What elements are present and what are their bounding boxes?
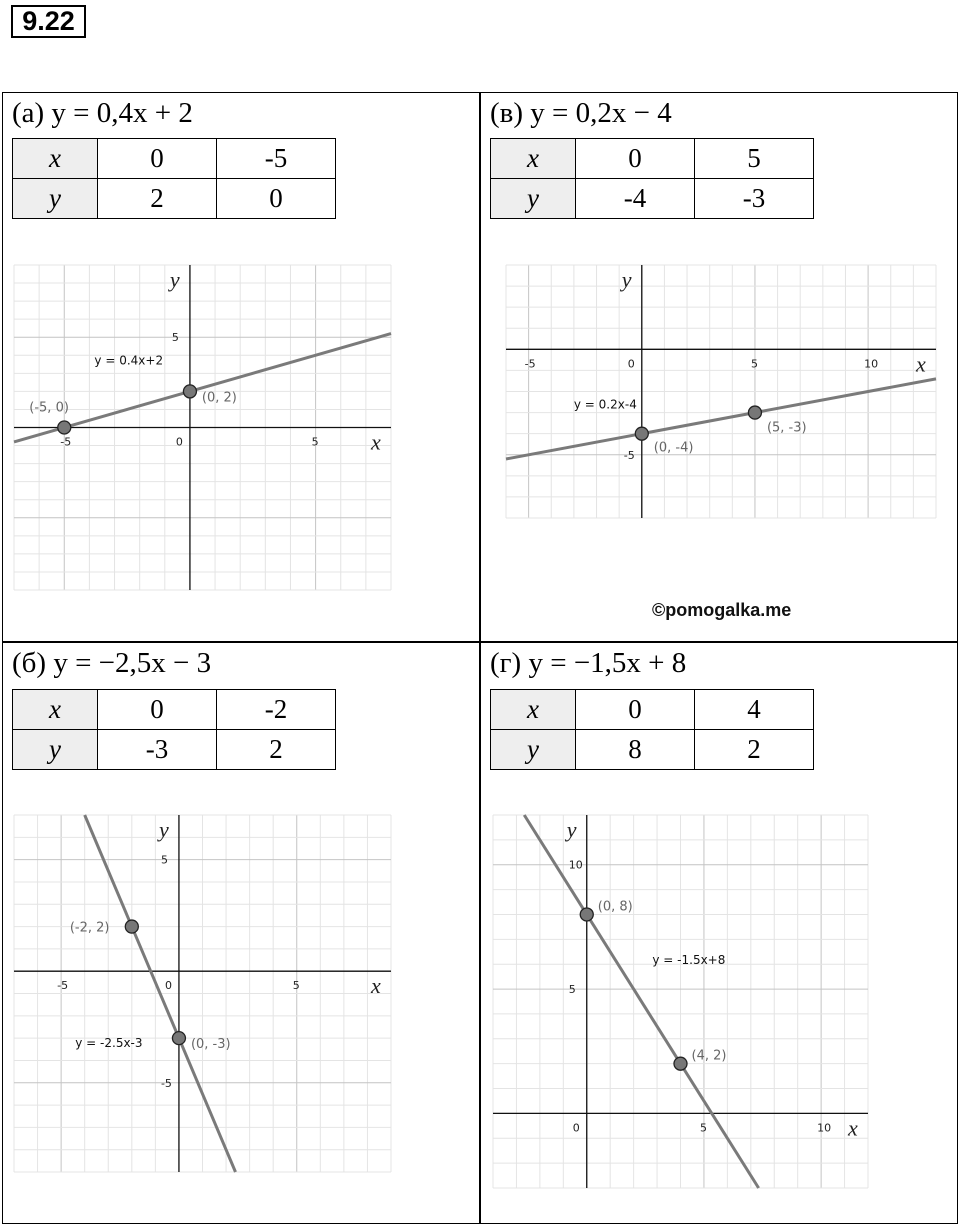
y-axis-label: y [621,267,632,292]
point-label: (0, -3) [190,1037,231,1053]
point-label: (0, -4) [653,440,694,456]
x-tick-label: 0 [627,357,635,371]
graph-g [493,815,868,1188]
problem-number: 9.22 [11,5,86,38]
x-tick-label: 0 [572,1121,580,1135]
equation-b: (б) y = −2,5x − 3 [12,647,212,679]
y-axis-label: y [169,267,180,292]
table-v-x-1: 0 [576,139,695,179]
x-axis-label: x [371,973,381,999]
point-label: (0, 8) [597,899,633,915]
table-b-x-header: x [13,690,98,730]
value-table-v [490,138,814,219]
table-b-y-1: -3 [98,730,217,770]
table-v-x-2: 5 [695,139,814,179]
table-a-x-header: x [13,139,98,179]
value-table-g [490,689,814,770]
data-point [674,1057,687,1070]
x-tick-label: -5 [60,435,72,449]
point-label: (-2, 2) [69,920,110,936]
point-label: (4, 2) [691,1048,727,1064]
table-a-x-2: -5 [217,139,336,179]
x-tick-label: 5 [311,435,319,449]
x-tick-label: 0 [175,435,183,449]
x-tick-label: -5 [57,979,69,993]
x-axis-label: x [916,351,926,377]
x-tick-label: 0 [164,979,172,993]
line-label: y = 0.4x+2 [94,353,164,368]
table-g-x-1: 0 [576,690,695,730]
graph-b [14,815,391,1172]
grid-lines [14,815,391,1172]
x-tick-label: 10 [817,1121,832,1135]
equation-g: (г) y = −1,5x + 8 [490,647,687,679]
x-tick-label: 5 [750,357,758,371]
horizontal-divider [2,641,958,643]
table-a-y-1: 2 [98,179,217,219]
x-tick-label: 5 [292,979,300,993]
data-point [635,427,648,440]
y-tick-label: 5 [171,331,179,345]
table-b-x-2: -2 [217,690,336,730]
y-axis-label: y [566,817,577,842]
point-label: (0, 2) [201,390,237,406]
x-axis-label: x [371,429,381,455]
y-tick-label: -5 [623,448,635,462]
line-label: y = -1.5x+8 [652,953,726,968]
point-label: (-5, 0) [29,400,69,416]
data-point [183,385,196,398]
table-v-y-2: -3 [695,179,814,219]
y-axis-label: y [158,817,169,842]
data-point [748,406,761,419]
table-g-y-header: y [491,730,576,770]
table-g-x-2: 4 [695,690,814,730]
table-v-y-1: -4 [576,179,695,219]
y-tick-label: 5 [568,983,576,997]
x-tick-label: 5 [699,1121,707,1135]
equation-v: (в) y = 0,2x − 4 [490,97,672,129]
graph-v [506,265,936,518]
data-point [125,920,138,933]
table-g-y-1: 8 [576,730,695,770]
table-a-y-2: 0 [217,179,336,219]
table-b-x-1: 0 [98,690,217,730]
grid-lines [493,815,868,1188]
table-v-y-header: y [491,179,576,219]
y-tick-label: 10 [568,858,583,872]
y-tick-label: 5 [160,853,168,867]
table-a-y-header: y [13,179,98,219]
function-line [506,379,936,459]
watermark: ©pomogalka.me [652,600,792,620]
data-point [580,908,593,921]
table-b-y-2: 2 [217,730,336,770]
line-label: y = -2.5x-3 [75,1036,143,1051]
y-tick-label: -5 [160,1076,172,1090]
value-table-a [12,138,336,219]
x-tick-label: -5 [524,357,536,371]
table-a-x-1: 0 [98,139,217,179]
x-tick-label: 10 [864,357,879,371]
vertical-divider [479,92,481,1224]
table-g-y-2: 2 [695,730,814,770]
equation-a: (а) y = 0,4x + 2 [12,97,193,129]
line-label: y = 0.2x-4 [573,397,637,412]
graph-a [14,265,391,590]
function-line [524,815,758,1188]
x-axis-label: x [848,1115,858,1141]
value-table-b [12,689,336,770]
data-point [58,421,71,434]
table-g-x-header: x [491,690,576,730]
point-label: (5, -3) [766,420,807,436]
table-b-y-header: y [13,730,98,770]
data-point [172,1032,185,1045]
table-v-x-header: x [491,139,576,179]
